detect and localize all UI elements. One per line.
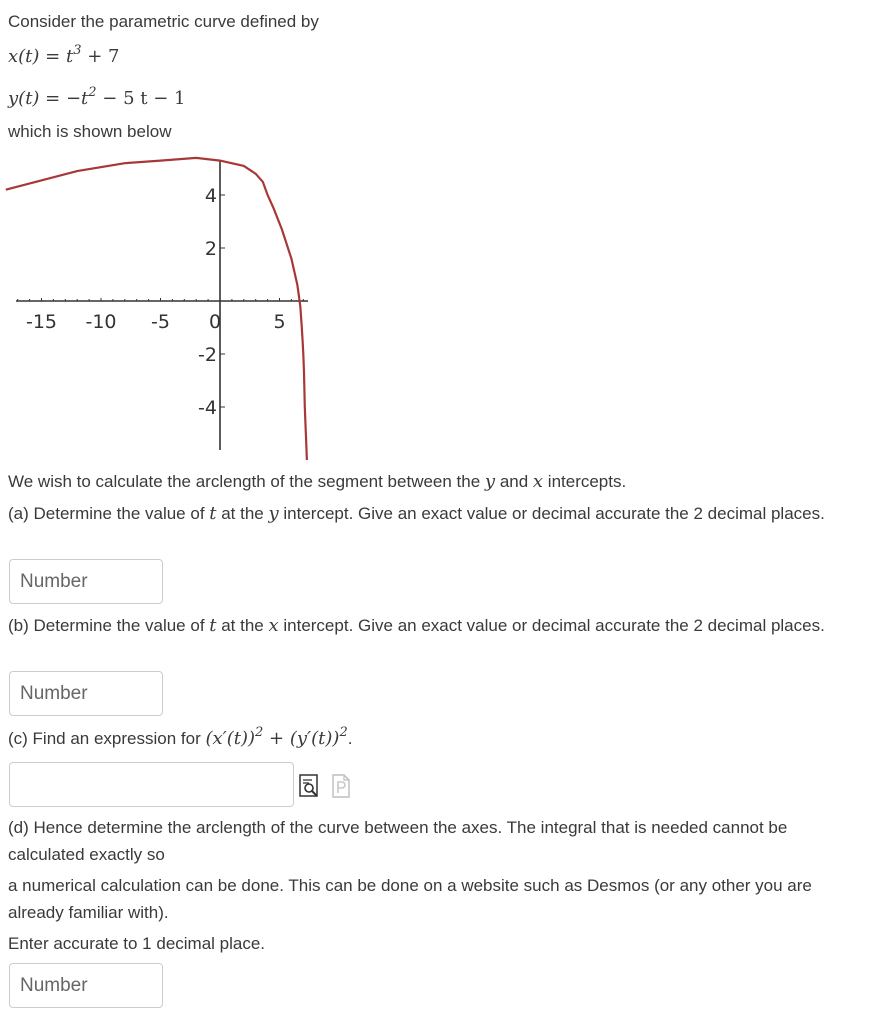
x-tick-label: 0 bbox=[209, 311, 222, 333]
part-d-paragraph-3: Enter accurate to 1 decimal place. bbox=[8, 934, 266, 953]
y-tick-label: -2 bbox=[198, 344, 217, 366]
x-tick-label: -10 bbox=[85, 311, 117, 333]
part-c-prompt: (c) Find an expression for $(x'(t))^2 + (y'(t))^2$. bbox=[8, 725, 353, 749]
tick-labels bbox=[26, 185, 286, 419]
x-tick-label: -5 bbox=[151, 311, 170, 333]
part-d-input[interactable] bbox=[9, 963, 163, 1008]
part-b-input[interactable] bbox=[9, 671, 163, 716]
syntax-help-icon[interactable] bbox=[330, 773, 352, 799]
part-d-paragraph-2: a numerical calculation can be done. This can be done on a website such as Desmos (or any other you are already familiar with). bbox=[8, 876, 812, 922]
y-tick-label: 2 bbox=[204, 238, 217, 260]
parametric-graph bbox=[0, 150, 330, 460]
curve-series bbox=[6, 158, 307, 460]
part-a-input[interactable] bbox=[9, 559, 163, 604]
part-a-prompt: (a) Determine the value of t at the y intercept. Give an exact value or decimal accurate the 2 decimal places. bbox=[8, 503, 825, 524]
y-tick-label: -4 bbox=[198, 397, 217, 419]
x-tick-label: 5 bbox=[273, 311, 286, 333]
y-equation: $y(t) = -t^2 - 5$ t − 1 bbox=[8, 85, 186, 109]
part-c-expression-input[interactable] bbox=[9, 762, 294, 807]
y-tick-label: 4 bbox=[204, 185, 217, 207]
intro-text: Consider the parametric curve defined by bbox=[8, 12, 319, 31]
x-tick-label: -15 bbox=[25, 311, 58, 333]
part-b-prompt: (b) Determine the value of t at the x intercept. Give an exact value or decimal accurate the 2 decimal places. bbox=[8, 615, 825, 636]
arclength-intro: We wish to calculate the arclength of the segment between the y and x intercepts. bbox=[8, 471, 627, 492]
preview-icon[interactable] bbox=[299, 773, 321, 799]
axes bbox=[16, 160, 308, 450]
part-d-paragraph-1: (d) Hence determine the arclength of the curve between the axes. The integral that is needed cannot be calculated exactly so bbox=[8, 818, 788, 864]
shown-below-text: which is shown below bbox=[8, 122, 172, 141]
x-equation: $x(t) = t^3 + 7$ bbox=[8, 43, 120, 67]
